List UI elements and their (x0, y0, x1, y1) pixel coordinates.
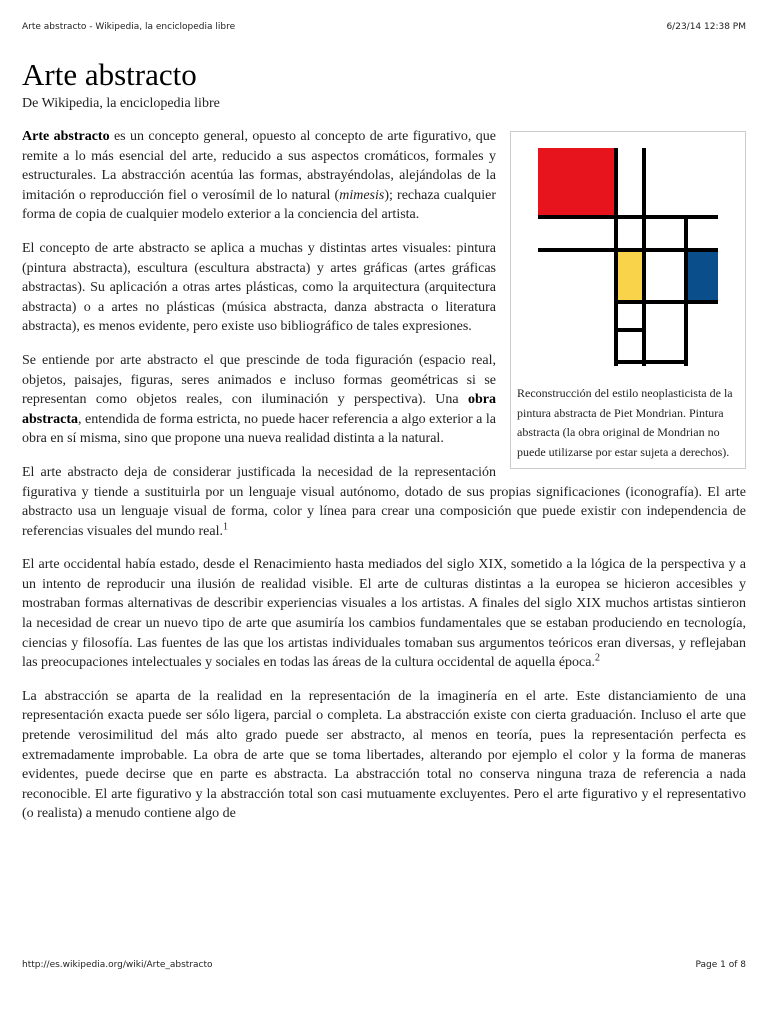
image-infobox (510, 131, 746, 469)
print-header (22, 22, 746, 32)
paragraph-5 (22, 555, 746, 673)
mondrian-image (538, 148, 718, 372)
p3-text-a: Se entiende por arte abstracto el que prescinde de toda figuración (espacio real, objetos, paisajes, figuras, seres animados e incluso formas geométricas si se representan como objetos reales, con iluminación y perspectiva). Una (22, 352, 496, 408)
bold-term-arte-abstracto: Arte abstracto (22, 129, 110, 144)
page-title: Arte abstracto (22, 57, 197, 92)
print-footer-page: Page 1 of 8 (695, 960, 746, 970)
p1-text-a: es un concepto general, opuesto al concepto de arte figurativo, que remite a lo más esencial del arte, reducido a sus aspectos cromáticos, formales y estructurales. La abstracción acentúa las formas, abstrayéndolas, alejándolas de la imitación o reproducción fiel o verosímil de lo natural ( (22, 129, 497, 203)
bold-term-obra-abstracta: obra abstracta (22, 392, 496, 427)
red-block (538, 148, 614, 215)
print-footer-url[interactable]: http://es.wikipedia.org/wiki/Arte_abstracto (22, 960, 213, 970)
italic-mimesis: mimesis (339, 187, 385, 203)
p5-text: El arte occidental había estado, desde el Renacimiento hasta mediados del siglo XIX, sometido a la lógica de la perspectiva y a un intento de reproducir una ilusión de realidad visible. El arte de culturas distintas a la europea se hicieron accesibles y mostraban formas alternativas de describir experiencias visuales a los artistas. A finales del siglo XIX muchos artistas sintieron la necesidad de crear un nuevo tipo de arte que asumiría los cambios fundamentales que se estaban produciendo en tecnología, ciencias y filosofía. Las fuentes de las que los artistas individuales tomaban sus argumentos teóricos eran diversas, y reflejaban las preocupaciones intelectuales y sociales en todas las áreas de la cultura occidental de aquella época. (22, 557, 746, 671)
yellow-block (618, 252, 642, 300)
reference-link-2[interactable]: 2 (594, 652, 600, 664)
image-caption: Reconstrucción del estilo neoplasticista de la pintura abstracta de Piet Mondrian. Pintura abstracta (la obra original de Mondrian no puede utilizarse por estar sujeta a derechos). (517, 386, 733, 459)
article-content (22, 55, 746, 838)
reference-link-1[interactable]: 1 (222, 521, 228, 533)
print-header-datetime: 6/23/14 12:38 PM (666, 22, 746, 32)
paragraph-4 (22, 463, 746, 541)
p3-text-b: , entendida de forma estricta, no puede hacer referencia a algo exterior a la obra en sí misma, sino que propone una nueva realidad distinta a la natural. (22, 411, 496, 447)
print-footer (22, 960, 746, 970)
blue-block (688, 252, 718, 300)
page-subtitle: De Wikipedia, la enciclopedia libre (22, 96, 220, 111)
p4-text: El arte abstracto deja de considerar justificada la necesidad de la representación figurativa y tiende a sustituirla por un lenguaje visual autónomo, dotado de sus propias significaciones (iconografía). El arte abstracto usa un lenguaje visual de forma, color y línea para crear una composición que puede existir con independencia de referencias visuales del mundo real. (22, 464, 746, 539)
paragraph-6: La abstracción se aparta de la realidad en la representación de la imaginería en el arte. Este distanciamiento de una representación exacta puede ser sólo ligera, parcial o completa. La abstracción existe con cierta graduación. Incluso el arte que pretende verosimilitud del más alto grado puede ser abstracto, al menos en teoría, pues la representación perfecta es extremadamente improbable. La obra de arte que se toma libertades, alterando por ejemplo el color y la forma de maneras evidentes, puede decirse que en parte es abstracta. La abstracción total no conserva ninguna traza de referencia a nada reconocible. El arte figurativo y la abstracción total son casi mutuamente excluyentes. Pero el arte figurativo y el representativo (o realista) a menudo contiene algo de (22, 688, 746, 822)
print-header-title: Arte abstracto - Wikipedia, la enciclopedia libre (22, 22, 236, 32)
p1-text-b: ); rechaza cualquier forma de copia de cualquier modelo exterior a la conciencia del artista. (22, 187, 496, 223)
paragraph-2: El concepto de arte abstracto se aplica a muchas y distintas artes visuales: pintura (pintura abstracta), escultura (escultura abstracta) y artes gráficas (artes gráficas abstractas). Su aplicación a otras artes plásticas, como la arquitectura (arquitectura abstracta) o a artes no plásticas (música abstracta, danza abstracta o literatura abstracta), es menos evidente, pero existe uso bibliográfico de tales expresiones. (22, 240, 496, 335)
